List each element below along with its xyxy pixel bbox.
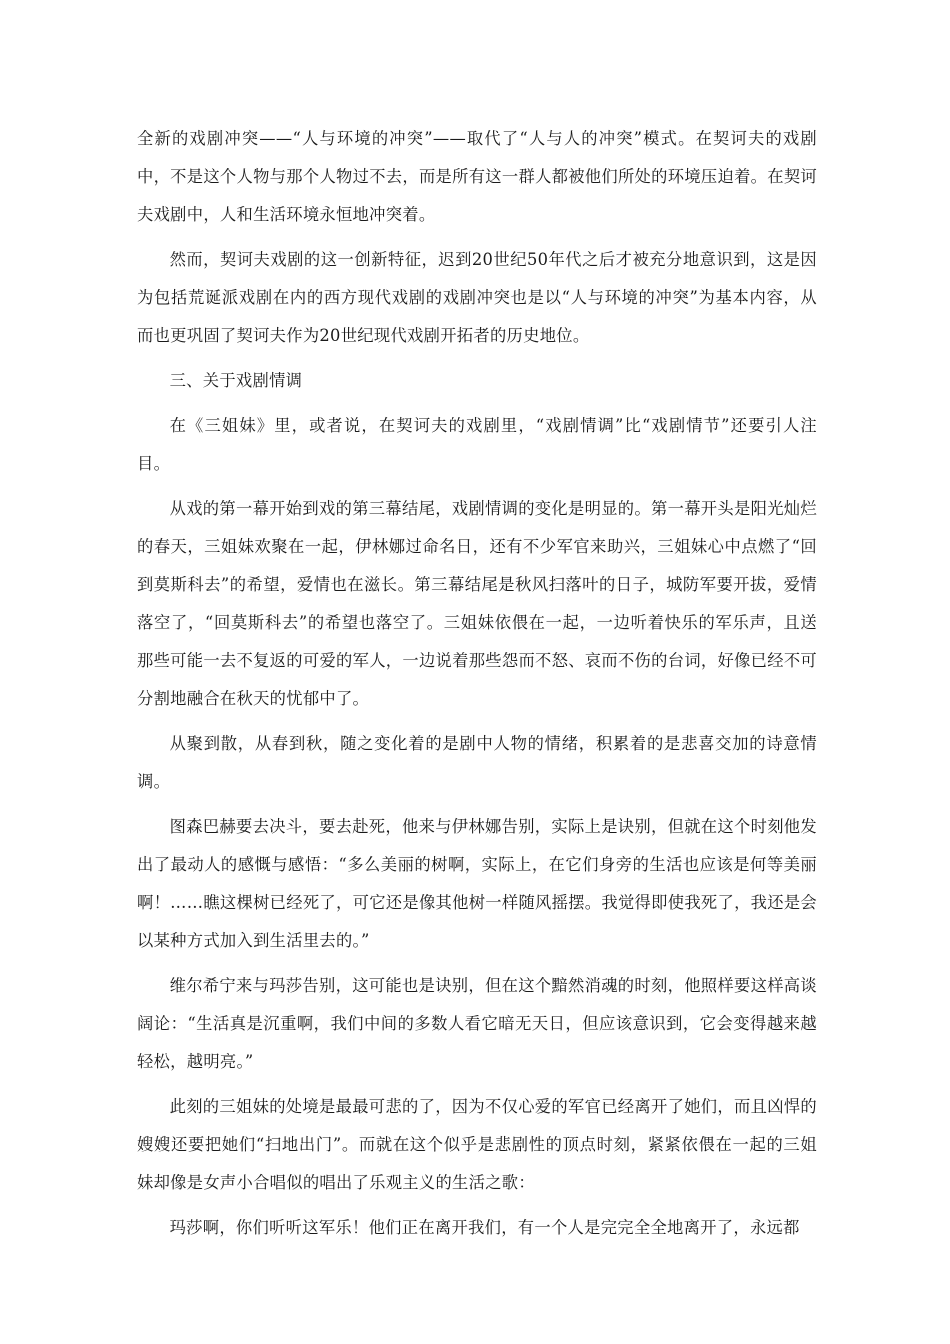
paragraph-innovation-recognition: 然而，契诃夫戏剧的这一创新特征，迟到20世纪50年代之后才被充分地意识到，这是因为包括荒诞派戏剧在内的西方现代戏剧的戏剧冲突也是以“人与环境的冲突”为基本内容，从而也更巩固了契诃夫作为20世纪现代戏剧开拓者的历史地位。	[137, 250, 817, 345]
paragraph-masha-quote: 玛莎啊，你们听听这军乐！他们正在离开我们，有一个人是完完全全地离开了，永远都	[169, 1218, 800, 1237]
paragraph-vershinin: 维尔希宁来与玛莎告别，这可能也是诀别，但在这个黯然消魂的时刻，他照样要这样高谈阔论：“生活真是沉重啊，我们中间的多数人看它暗无天日，但应该意识到，它会变得越来越轻松，越明亮。”	[137, 976, 817, 1071]
section-heading-drama-mood: 三、关于戏剧情调	[169, 371, 303, 390]
document-body	[137, 120, 817, 1247]
paragraph-mood-vs-plot: 在《三姐妹》里，或者说，在契诃夫的戏剧里，“戏剧情调”比“戏剧情节”还要引人注目。	[137, 416, 817, 473]
paragraph-mood-change: 从戏的第一幕开始到戏的第三幕结尾，戏剧情调的变化是明显的。第一幕开头是阳光灿烂的春天，三姐妹欢聚在一起，伊林娜过命名日，还有不少军官来助兴，三姐妹心中点燃了“回到莫斯科去”的希望，爱情也在滋长。第三幕结尾是秋风扫落叶的日子，城防军要开拔，爱情落空了，“回莫斯科去”的希望也落空了。三姐妹依偎在一起，一边听着快乐的军乐声，且送那些可能一去不复返的可爱的军人，一边说着那些怨而不怒、哀而不伤的台词，好像已经不可分割地融合在秋天的忧郁中了。	[137, 499, 817, 708]
paragraph-gathering-parting: 从聚到散，从春到秋，随之变化着的是剧中人物的情绪，积累着的是悲喜交加的诗意情调。	[137, 734, 817, 791]
paragraph-tuzenbach: 图森巴赫要去决斗，要去赴死，他来与伊林娜告别，实际上是诀别，但就在这个时刻他发出了最动人的感慨与感悟：“多么美丽的树啊，实际上，在它们身旁的生活也应该是何等美丽啊！……瞧这棵树已经死了，可它还是像其他树一样随风摇摆。我觉得即使我死了，我还是会以某种方式加入到生活里去的。”	[137, 817, 817, 950]
paragraph-environment-conflict: 全新的戏剧冲突——“人与环境的冲突”——取代了“人与人的冲突”模式。在契诃夫的戏剧中，不是这个人物与那个人物过不去，而是所有这一群人都被他们所处的环境压迫着。在契诃夫戏剧中，人和生活环境永恒地冲突着。	[137, 129, 817, 224]
paragraph-three-sisters-song: 此刻的三姐妹的处境是最最可悲的了，因为不仅心爱的军官已经离开了她们，而且凶悍的嫂嫂还要把她们“扫地出门”。而就在这个似乎是悲剧性的顶点时刻，紧紧依偎在一起的三姐妹却像是女声小合唱似的唱出了乐观主义的生活之歌：	[137, 1097, 817, 1192]
